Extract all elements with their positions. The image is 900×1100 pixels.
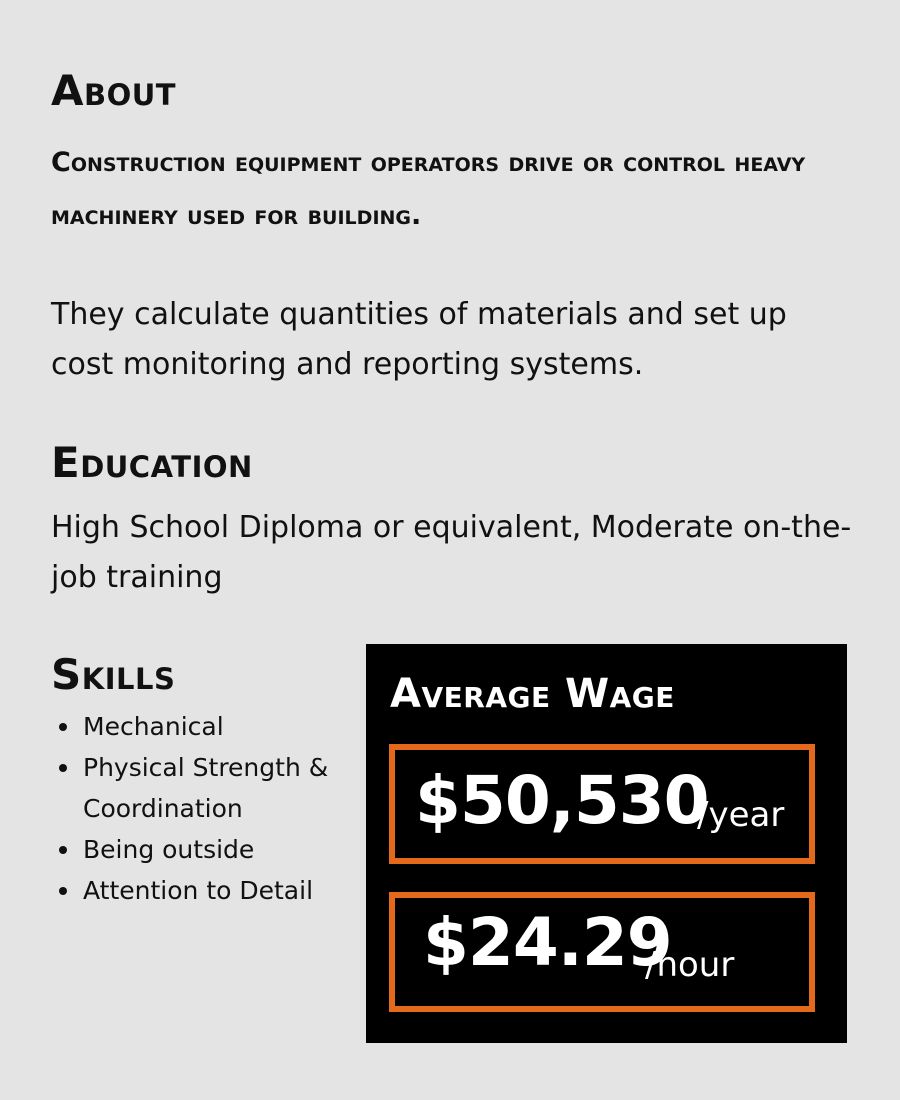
skill-item-physical-strength: Physical Strength & Coordination — [55, 747, 355, 829]
skills-heading: Skills — [51, 650, 176, 699]
skill-item-attention-to-detail: Attention to Detail — [55, 870, 355, 911]
hourly-wage-unit: /hour — [645, 945, 735, 985]
hourly-wage-box — [389, 892, 815, 1012]
hourly-wage-amount: $24.29 — [423, 904, 672, 981]
about-heading: About — [51, 66, 177, 115]
about-lead-text: Construction equipment operators drive or control heavy machinery used for building. — [51, 147, 806, 231]
about-body-text: They calculate quantities of materials and set up cost monitoring and reporting systems. — [51, 297, 787, 382]
yearly-wage-unit: /year — [697, 795, 785, 835]
education-body-text: High School Diploma or equivalent, Moderate on-the-job training — [51, 510, 852, 595]
yearly-wage-amount: $50,530 — [415, 762, 709, 839]
average-wage-panel — [366, 644, 847, 1043]
yearly-wage-box — [389, 744, 815, 864]
education-heading: Education — [51, 438, 253, 487]
skills-list — [55, 706, 355, 911]
skill-item-being-outside: Being outside — [55, 829, 355, 870]
skill-item-mechanical: Mechanical — [55, 706, 355, 747]
average-wage-title: Average Wage — [390, 671, 675, 717]
